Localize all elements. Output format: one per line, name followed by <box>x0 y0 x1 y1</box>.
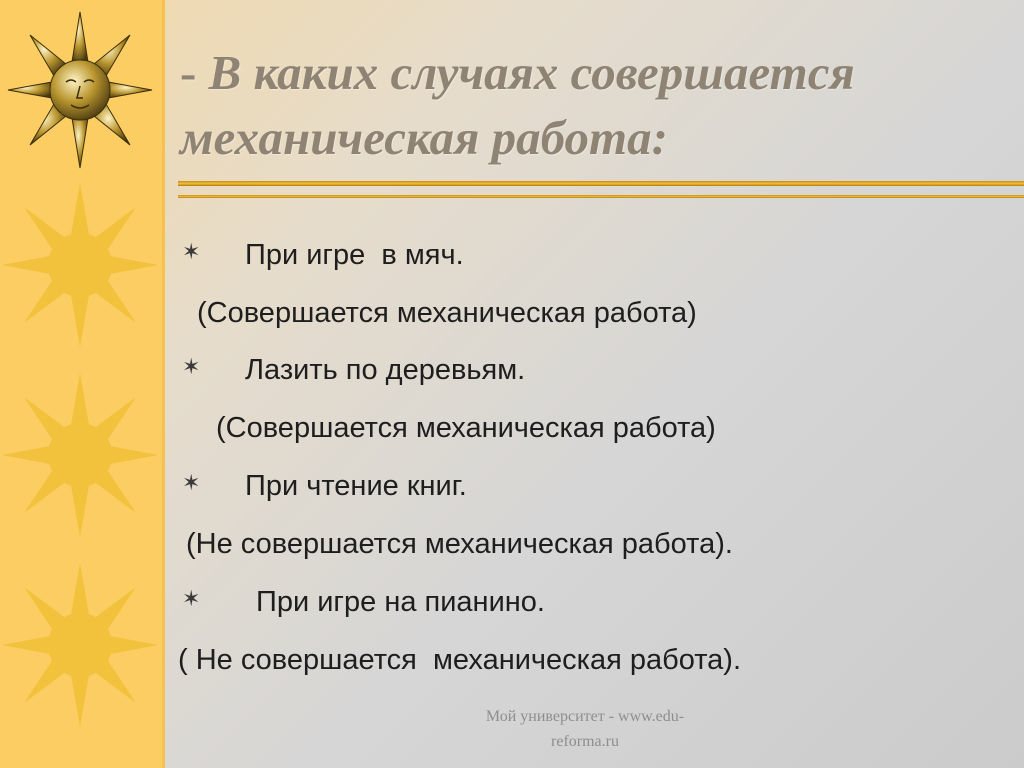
title-text: В каких случаях совершается механическая работа: <box>180 45 855 165</box>
bullet-icon: ✶ <box>182 471 201 496</box>
title-underline-thin <box>178 195 1024 198</box>
bullet-icon: ✶ <box>182 587 201 612</box>
list-item: При игре в мяч. <box>245 239 464 271</box>
list-item: При чтение книг. <box>245 470 467 502</box>
metal-sun-face-icon <box>5 10 155 170</box>
list-item: Лазить по деревьям. <box>245 354 526 386</box>
stripe-edge <box>162 0 165 768</box>
list-item-note: ( Не совершается механическая работа). <box>178 644 742 676</box>
footer-line-2: reforma.ru <box>551 733 619 750</box>
slide-title <box>180 40 1000 170</box>
footer-line-1: Мой университет - www.edu- <box>485 708 685 725</box>
list-item: При игре на пианино. <box>256 586 545 618</box>
title-underline <box>178 181 1024 186</box>
title-dash: - <box>180 45 197 100</box>
sun-icon <box>0 370 160 540</box>
bullet-icon: ✶ <box>182 240 201 265</box>
list-item-note: (Совершается механическая работа) <box>197 297 697 329</box>
list-item-note: (Совершается механическая работа) <box>216 412 716 444</box>
list-item-note: (Не совершается механическая работа). <box>186 528 733 560</box>
footer-credit <box>440 704 730 754</box>
bullet-icon: ✶ <box>182 355 201 380</box>
sun-icon <box>0 560 160 730</box>
sun-icon <box>0 180 160 350</box>
